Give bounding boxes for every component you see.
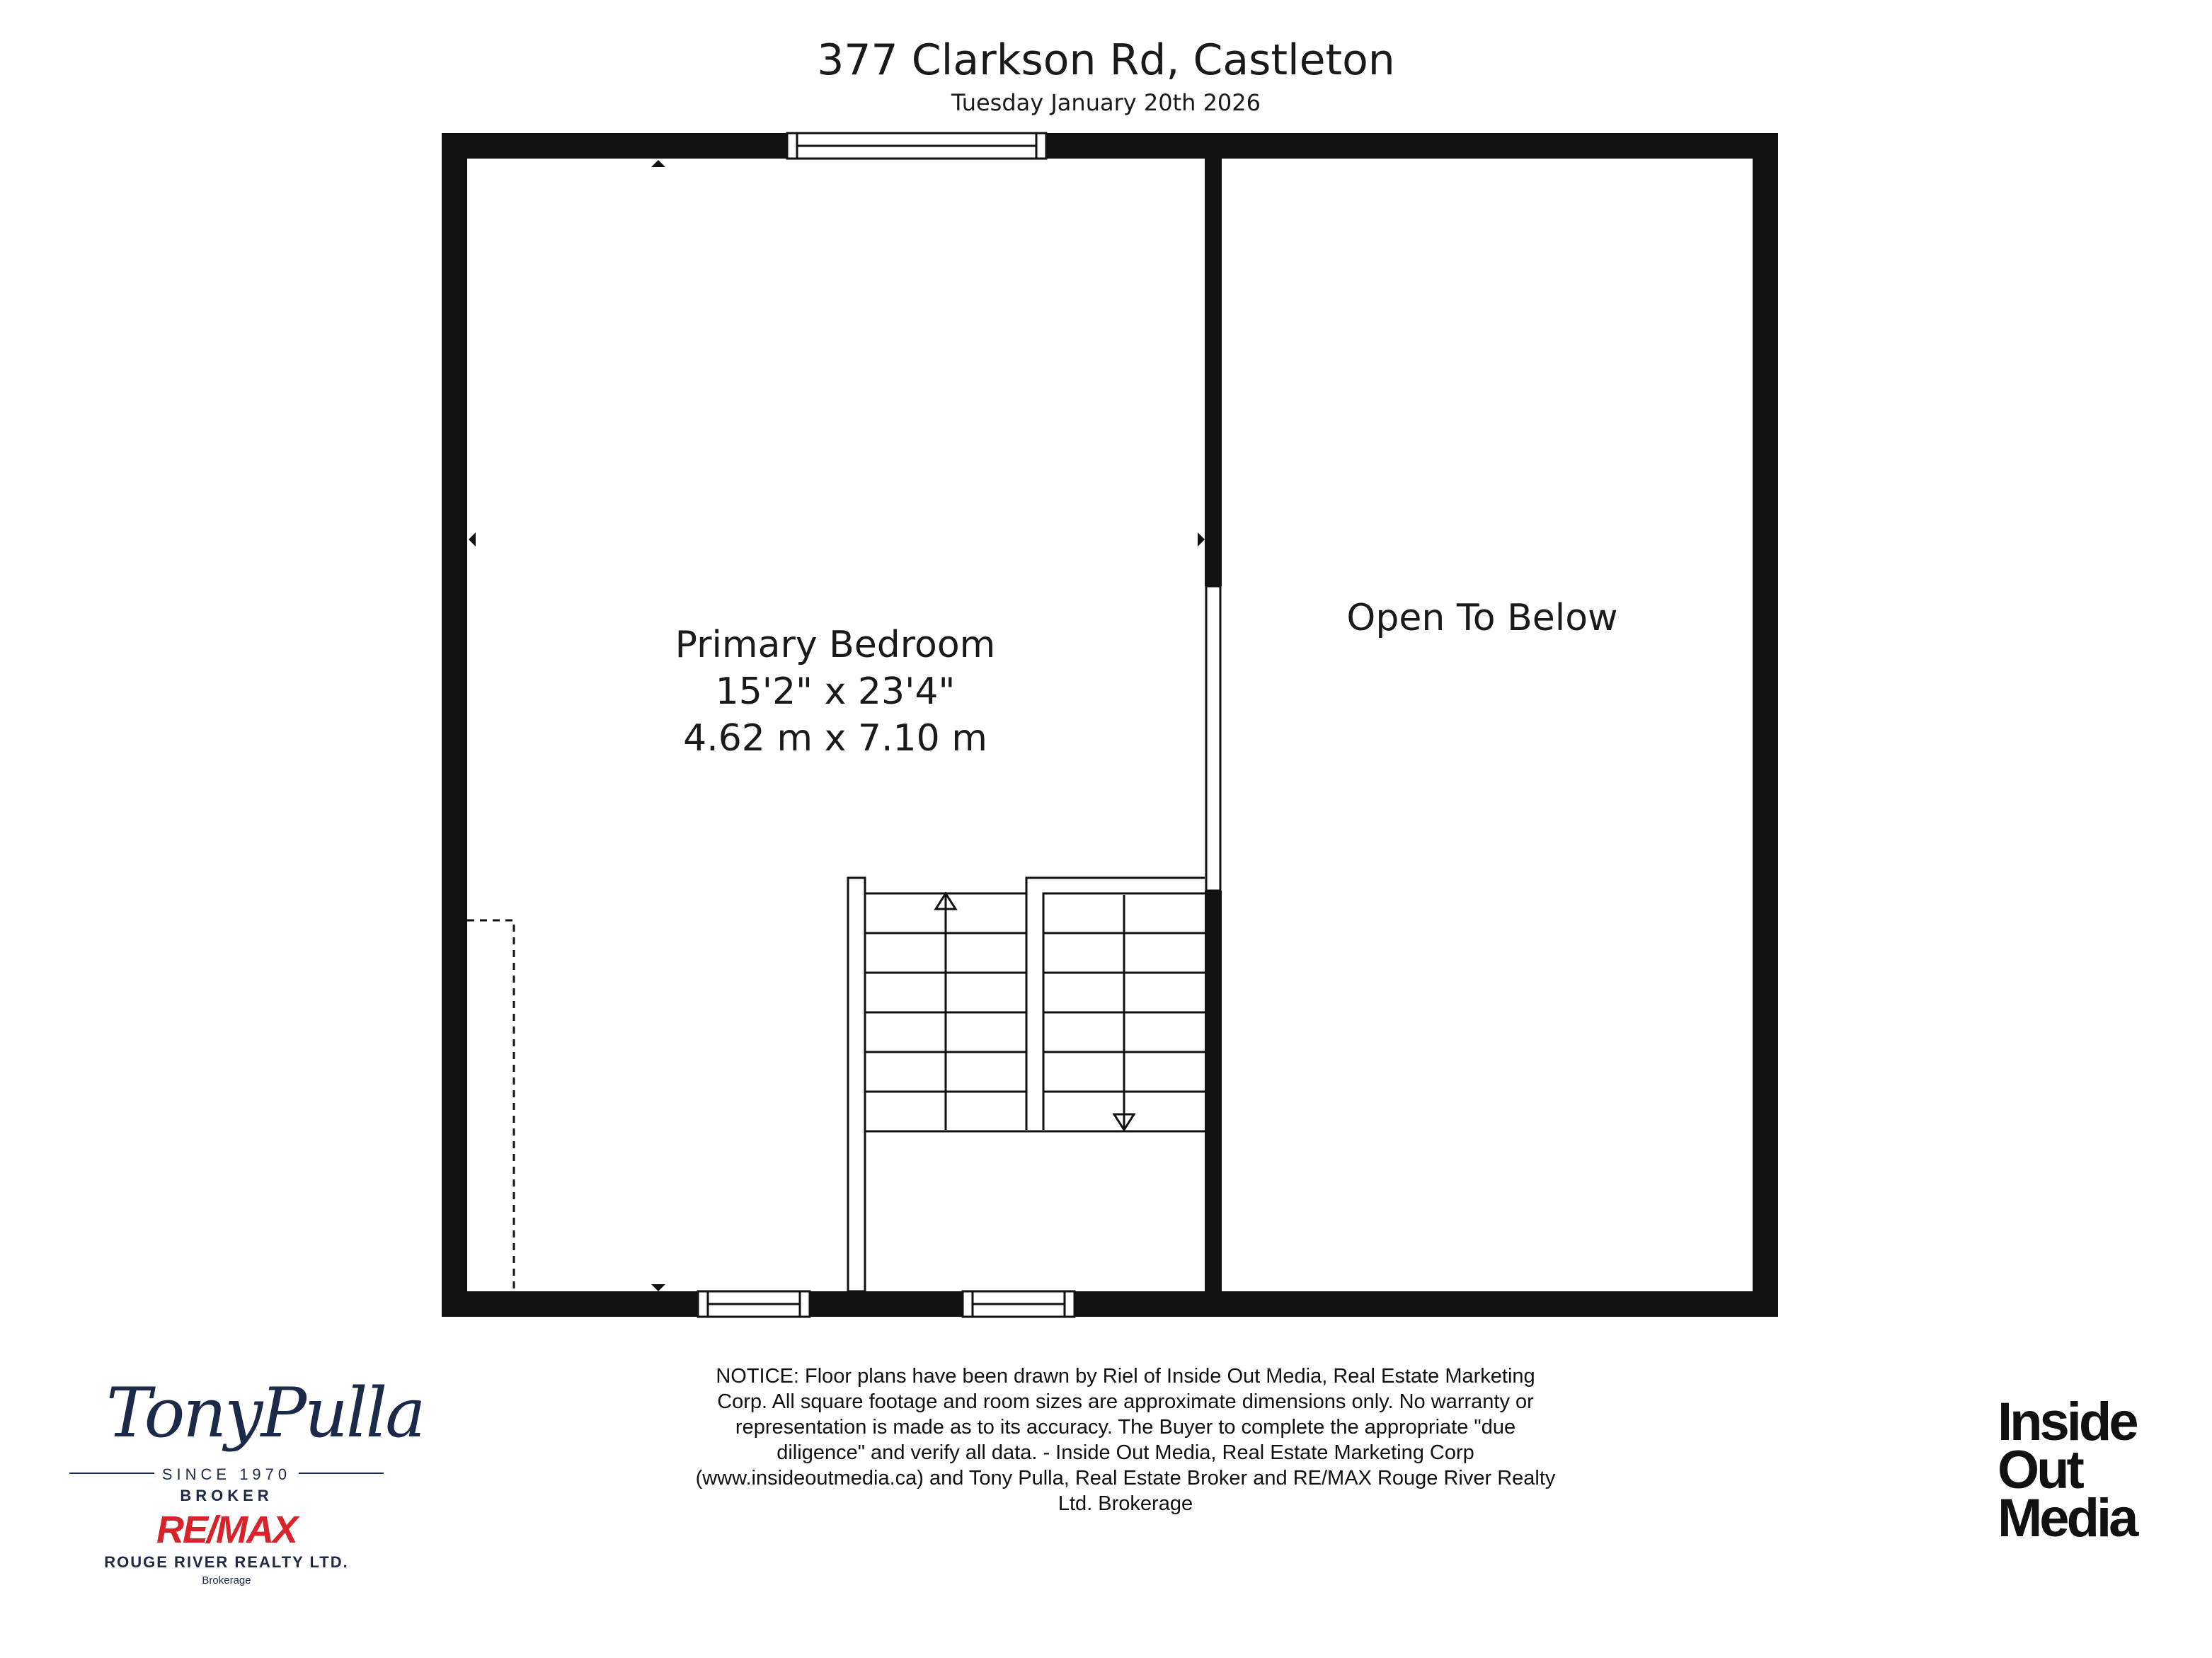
plan-date: Tuesday January 20th 2026 — [951, 89, 1261, 116]
broker-role: BROKER — [180, 1487, 273, 1504]
room-name: Open To Below — [1346, 597, 1618, 639]
wall-top — [442, 133, 1778, 159]
stair-wall-left — [848, 878, 865, 1291]
broker-logo — [64, 1366, 424, 1593]
inside-out-media-logo — [1998, 1392, 2136, 1548]
dimension-marker-top — [651, 160, 665, 167]
remax-logo: RE/MAX — [156, 1509, 297, 1551]
room-label-open-to-below — [1270, 595, 1695, 641]
wall-right — [1753, 133, 1778, 1317]
dimension-marker-right — [1198, 532, 1205, 547]
logo-line-3: Media — [1998, 1488, 2136, 1548]
room-label-primary-bedroom — [623, 622, 1048, 762]
broker-since: SINCE 1970 — [161, 1465, 292, 1483]
broker-office: ROUGE RIVER REALTY LTD. — [104, 1553, 349, 1571]
broker-office-type: Brokerage — [202, 1574, 251, 1586]
dimension-marker-left — [469, 532, 476, 547]
broker-signature: TonyPulla — [106, 1373, 424, 1453]
logo-line-2: Out — [1998, 1440, 2082, 1500]
wall-interior-upper — [1205, 159, 1222, 586]
window-bottom-right — [963, 1291, 1075, 1317]
wall-interior-lower — [1205, 891, 1222, 1291]
closet-outline — [467, 920, 514, 1291]
window-top — [787, 133, 1046, 159]
wall-bottom — [442, 1291, 1778, 1317]
plan-address: 377 Clarkson Rd, Castleton — [817, 35, 1395, 85]
room-name: Primary Bedroom — [675, 624, 996, 666]
window-bottom-left — [698, 1291, 810, 1317]
room-size-metric: 4.62 m x 7.10 m — [683, 717, 987, 760]
railing-opening — [1206, 586, 1220, 891]
dimension-marker-bottom — [651, 1284, 665, 1291]
logo-line-1: Inside — [1998, 1392, 2136, 1452]
room-size-imperial: 15'2" x 23'4" — [715, 670, 956, 713]
stairs-down — [1043, 895, 1205, 1130]
notice-text: NOTICE: Floor plans have been drawn by Riel of Inside Out Media, Real Estate Marketing Corp. All square footage and room sizes are approximate dimensions only. No warranty or representation is made as to its accuracy. The Buyer to complete the appropriate "due diligence" and verify all data. - Inside Out Media, Real Estate Marketing Corp (www.insideoutmedia.ca) and Tony Pulla, Real Estate Broker and RE/MAX Rouge River Realty Ltd. Brokerage — [695, 1365, 1556, 1515]
wall-left — [442, 133, 467, 1317]
